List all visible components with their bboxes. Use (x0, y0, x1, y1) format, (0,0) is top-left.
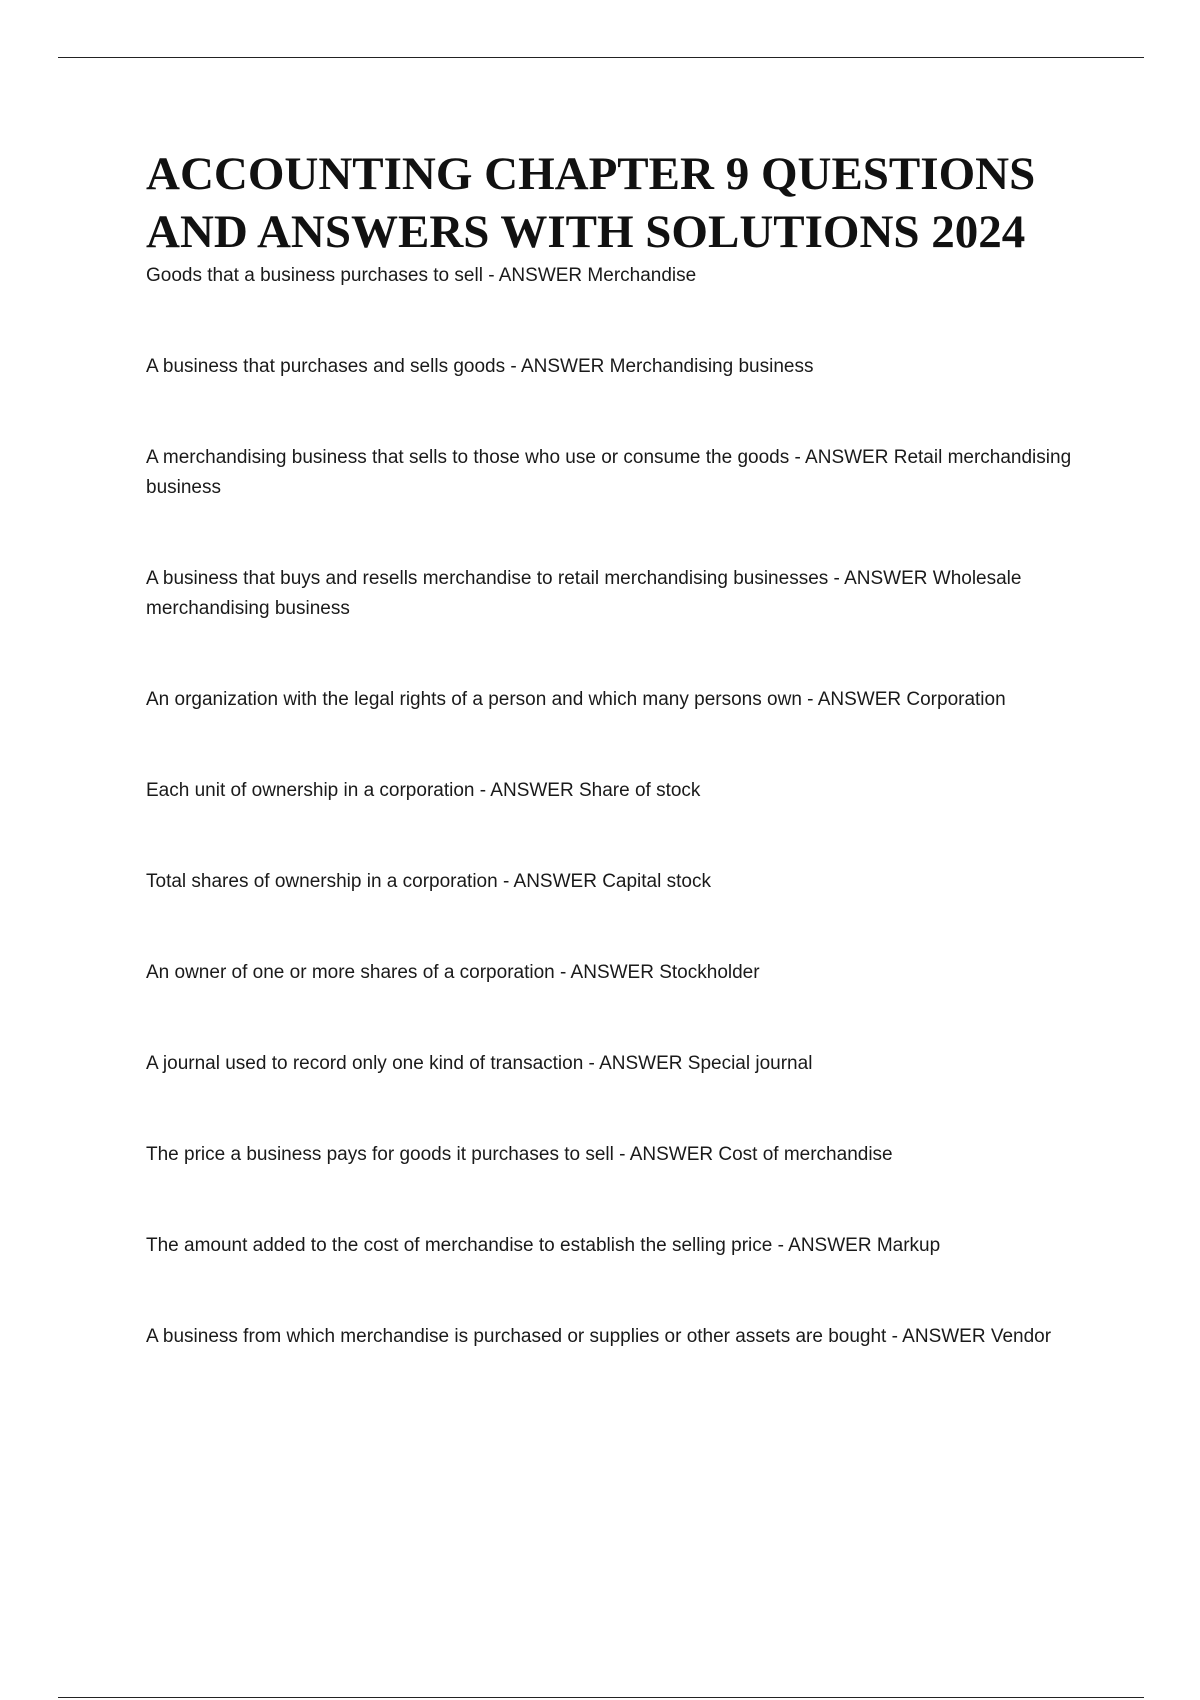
qa-item: A merchandising business that sells to those who use or consume the goods - ANSWER Retail merchandising business (146, 447, 1072, 498)
qa-list (146, 261, 1076, 1352)
qa-item: Goods that a business purchases to sell - ANSWER Merchandise (146, 265, 697, 286)
qa-item: The amount added to the cost of merchandise to establish the selling price - ANSWER Markup (146, 1235, 941, 1256)
qa-item: Total shares of ownership in a corporation - ANSWER Capital stock (146, 871, 711, 892)
qa-item: Each unit of ownership in a corporation - ANSWER Share of stock (146, 780, 701, 801)
qa-item: An organization with the legal rights of a person and which many persons own - ANSWER Corporation (146, 689, 1006, 710)
qa-item: A business from which merchandise is purchased or supplies or other assets are bought - ANSWER Vendor (146, 1326, 1052, 1347)
bottom-rule (58, 1697, 1144, 1698)
document-body (146, 145, 1076, 1352)
top-rule (58, 57, 1144, 58)
document-title: ACCOUNTING CHAPTER 9 QUESTIONS AND ANSWERS WITH SOLUTIONS 2024 (146, 148, 1036, 258)
qa-item: An owner of one or more shares of a corporation - ANSWER Stockholder (146, 962, 760, 983)
qa-item: A business that buys and resells merchandise to retail merchandising businesses - ANSWER Wholesale merchandising business (146, 568, 1022, 619)
qa-item: The price a business pays for goods it purchases to sell - ANSWER Cost of merchandise (146, 1144, 893, 1165)
qa-item: A journal used to record only one kind of transaction - ANSWER Special journal (146, 1053, 813, 1074)
qa-item: A business that purchases and sells goods - ANSWER Merchandising business (146, 356, 814, 377)
